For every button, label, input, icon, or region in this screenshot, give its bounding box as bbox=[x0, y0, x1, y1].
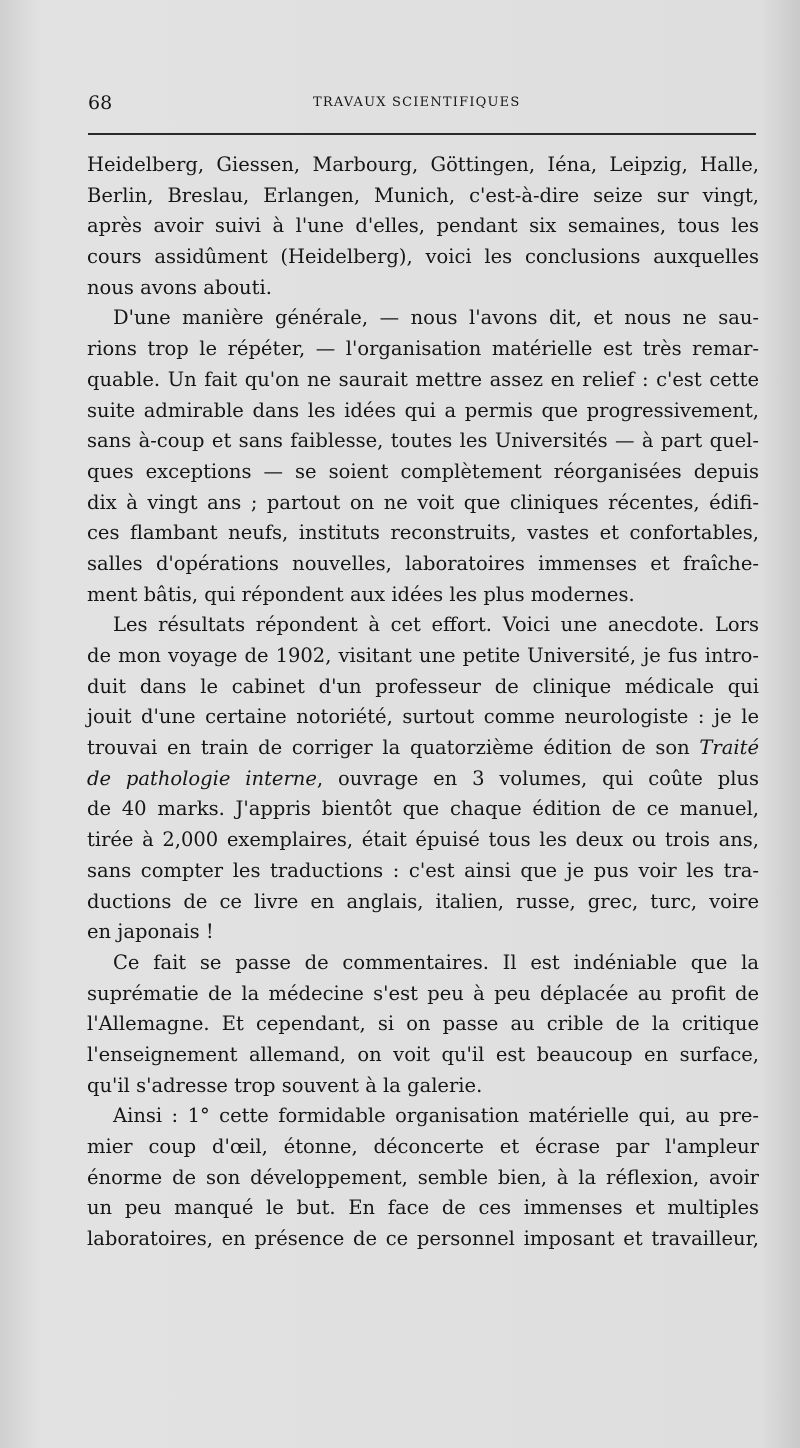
page-number: 68 bbox=[88, 92, 113, 114]
book-title-italic: Traité bbox=[699, 736, 759, 760]
text-line: jouit d'une certaine notoriété, surtout comme neurologiste : je le bbox=[87, 705, 759, 729]
text-line: Ainsi : 1° cette formidable organisation matérielle qui, au pre- bbox=[113, 1104, 759, 1128]
text-line: qu'il s'adresse trop souvent à la galerie. bbox=[87, 1073, 483, 1097]
text-line: après avoir suivi à l'une d'elles, pendant six semaines, tous les bbox=[87, 214, 759, 238]
page-header bbox=[88, 92, 748, 122]
text-line: sans à-coup et sans faiblesse, toutes les Universités — à part quel- bbox=[87, 429, 759, 453]
text-line: laboratoires, en présence de ce personnel imposant et travailleur, bbox=[87, 1227, 759, 1251]
text-line: en japonais ! bbox=[87, 920, 214, 944]
text-line: D'une manière générale, — nous l'avons dit, et nous ne sau- bbox=[113, 306, 759, 330]
paragraph-1 bbox=[87, 150, 759, 303]
text-line bbox=[87, 764, 759, 795]
text-line: un peu manqué le but. En face de ces immenses et multiples bbox=[87, 1196, 759, 1220]
text-line: énorme de son développement, semble bien, à la réflexion, avoir bbox=[87, 1165, 759, 1189]
text-line: de mon voyage de 1902, visitant une petite Université, je fus intro- bbox=[87, 644, 759, 667]
paragraph-5 bbox=[87, 1101, 759, 1254]
text-line: de 40 marks. J'appris bientôt que chaque édition de ce manuel, bbox=[87, 797, 759, 821]
text-line: salles d'opérations nouvelles, laboratoires immenses et fraîche- bbox=[87, 551, 759, 575]
paragraph-2 bbox=[87, 303, 759, 610]
text-line: ces flambant neufs, instituts reconstruits, vastes et confortables, bbox=[87, 521, 759, 545]
text-line: duit dans le cabinet d'un professeur de clinique médicale qui bbox=[87, 674, 759, 698]
body-text bbox=[87, 150, 759, 1255]
text-line: Les résultats répondent à cet effort. Voici une anecdote. Lors bbox=[113, 613, 759, 637]
text-line: tirée à 2,000 exemplaires, était épuisé tous les deux ou trois ans, bbox=[87, 828, 759, 852]
text-span: , ouvrage en 3 volumes, qui coûte plus bbox=[316, 766, 760, 790]
text-line: nous avons abouti. bbox=[87, 275, 272, 299]
text-line: rions trop le répéter, — l'organisation matérielle est très remar- bbox=[87, 337, 759, 361]
text-line: dix à vingt ans ; partout on ne voit que cliniques récentes, édifi- bbox=[87, 490, 759, 514]
text-line: sans compter les traductions : c'est ainsi que je pus voir les tra- bbox=[87, 858, 759, 882]
paragraph-4 bbox=[87, 948, 759, 1101]
text-line: cours assidûment (Heidelberg), voici les conclusions auxquelles bbox=[87, 245, 759, 269]
book-title-italic: de pathologie interne bbox=[87, 766, 317, 790]
text-line: l'Allemagne. Et cependant, si on passe au crible de la critique bbox=[87, 1012, 759, 1036]
paragraph-3 bbox=[87, 610, 759, 948]
text-line: ment bâtis, qui répondent aux idées les plus modernes. bbox=[87, 582, 635, 606]
running-title: TRAVAUX SCIENTIFIQUES bbox=[313, 95, 521, 110]
text-line: Heidelberg, Giessen, Marbourg, Göttingen, Iéna, Leipzig, Halle, bbox=[87, 153, 759, 176]
text-line: ductions de ce livre en anglais, italien, russe, grec, turc, voire bbox=[87, 889, 759, 913]
text-line: l'enseignement allemand, on voit qu'il est beaucoup en surface, bbox=[87, 1042, 759, 1066]
text-line: suprématie de la médecine s'est peu à peu déplacée au profit de bbox=[87, 981, 759, 1005]
text-line: Ce fait se passe de commentaires. Il est indéniable que la bbox=[113, 950, 759, 974]
text-line: mier coup d'œil, étonne, déconcerte et écrase par l'ampleur bbox=[87, 1135, 759, 1158]
text-line: ques exceptions — se soient complètement réorganisées depuis bbox=[87, 459, 759, 483]
text-line: quable. Un fait qu'on ne saurait mettre assez en relief : c'est cette bbox=[87, 367, 759, 391]
text-line: Berlin, Breslau, Erlangen, Munich, c'est-à-dire seize sur vingt, bbox=[87, 183, 759, 207]
text-line bbox=[87, 733, 759, 764]
header-rule bbox=[88, 133, 756, 135]
text-span: trouvai en train de corriger la quatorzième édition de son bbox=[87, 736, 700, 760]
text-line: suite admirable dans les idées qui a permis que progressivement, bbox=[87, 398, 759, 422]
